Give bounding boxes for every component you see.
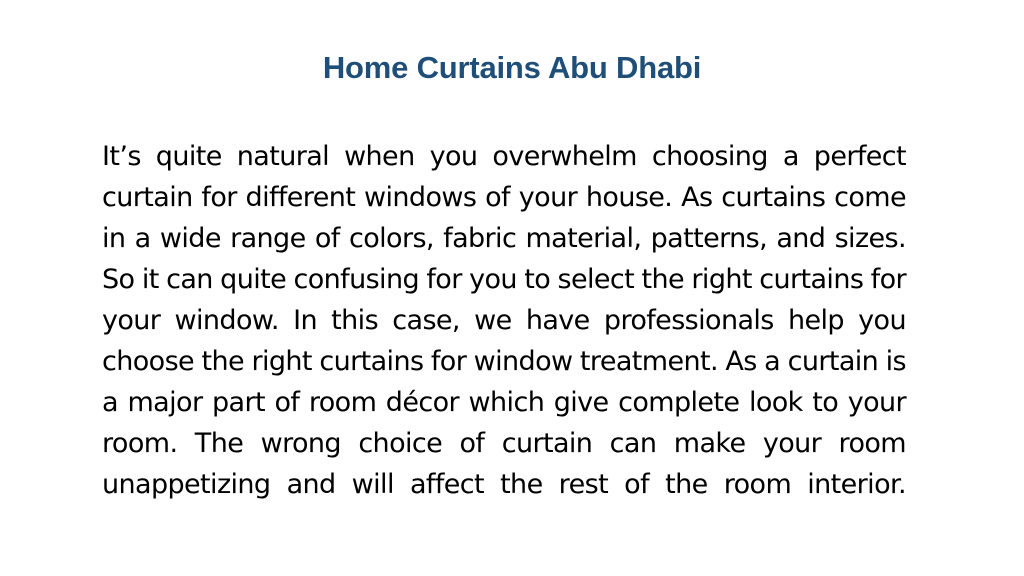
body-paragraph: It’s quite natural when you overwhelm choosing a perfect curtain for different windows of your house. As curtains come in a wide range of colors, fabric material, patterns, and sizes. So it can quite confusing for you to select the right curtains for your window. In this case, we have professionals help you choose the right curtains for window treatment. As a curtain is a major part of room décor which give complete look to your room. The wrong choice of curtain can make your room unappetizing and will affect the rest of the room interior. — [102, 141, 906, 500]
slide-title: Home Curtains Abu Dhabi — [322, 50, 702, 85]
